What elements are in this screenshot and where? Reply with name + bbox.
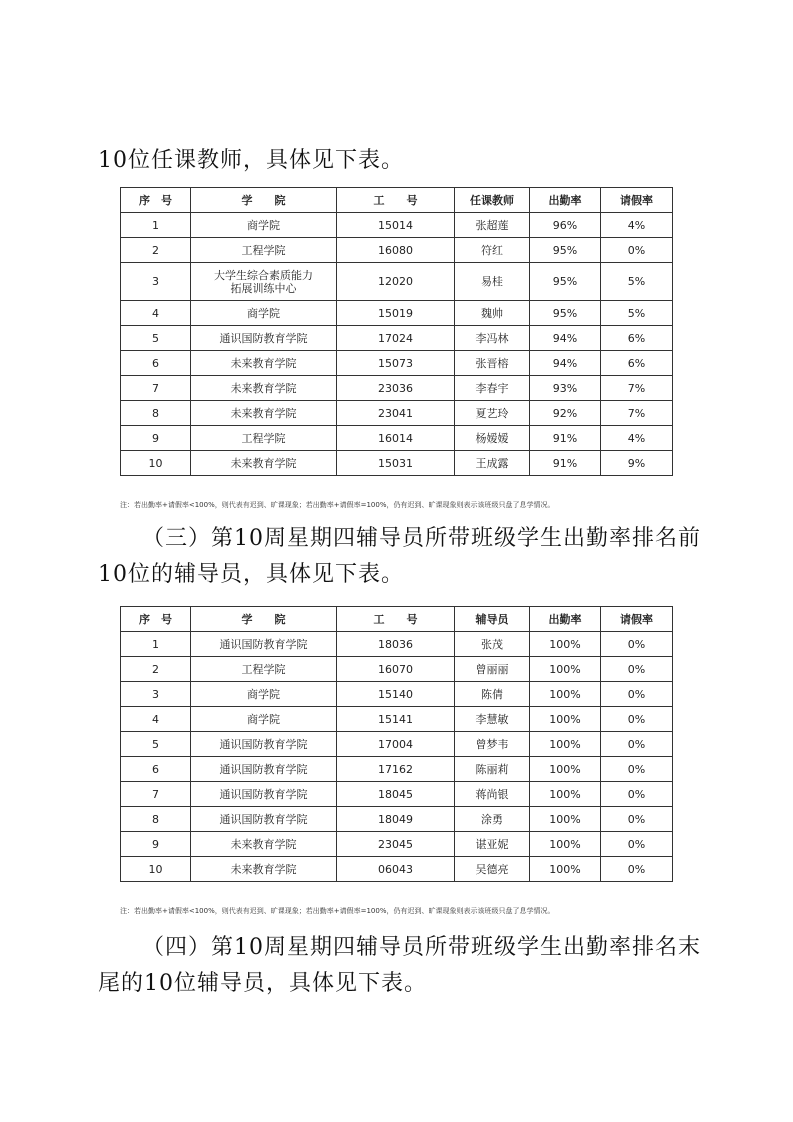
cell-name: 李春宇 <box>455 376 530 401</box>
col-header-counselor: 辅导员 <box>455 607 530 632</box>
cell-college: 未来教育学院 <box>191 351 337 376</box>
cell-attendance: 92% <box>530 401 601 426</box>
cell-leave: 6% <box>601 326 673 351</box>
table-row <box>121 632 673 657</box>
cell-index: 6 <box>121 351 191 376</box>
cell-college: 工程学院 <box>191 426 337 451</box>
cell-attendance: 94% <box>530 351 601 376</box>
cell-college: 商学院 <box>191 682 337 707</box>
cell-attendance: 100% <box>530 682 601 707</box>
cell-leave: 4% <box>601 213 673 238</box>
table-row <box>121 326 673 351</box>
table-row <box>121 426 673 451</box>
teacher-attendance-table <box>120 187 673 476</box>
cell-attendance: 100% <box>530 832 601 857</box>
cell-leave: 7% <box>601 376 673 401</box>
col-header-staff-id: 工 号 <box>337 607 455 632</box>
table-row <box>121 757 673 782</box>
cell-attendance: 96% <box>530 213 601 238</box>
cell-college: 未来教育学院 <box>191 401 337 426</box>
cell-index: 5 <box>121 326 191 351</box>
cell-name: 曾梦韦 <box>455 732 530 757</box>
cell-college: 未来教育学院 <box>191 832 337 857</box>
cell-leave: 0% <box>601 632 673 657</box>
cell-name: 张茂 <box>455 632 530 657</box>
cell-index: 4 <box>121 707 191 732</box>
cell-leave: 0% <box>601 657 673 682</box>
cell-leave: 5% <box>601 301 673 326</box>
cell-leave: 0% <box>601 707 673 732</box>
cell-name: 易桂 <box>455 263 530 301</box>
cell-attendance: 100% <box>530 807 601 832</box>
cell-staff-id: 18045 <box>337 782 455 807</box>
table-row <box>121 376 673 401</box>
cell-name: 李慧敏 <box>455 707 530 732</box>
cell-leave: 6% <box>601 351 673 376</box>
cell-leave: 0% <box>601 757 673 782</box>
cell-index: 2 <box>121 238 191 263</box>
cell-name: 涂勇 <box>455 807 530 832</box>
cell-index: 8 <box>121 401 191 426</box>
cell-college: 未来教育学院 <box>191 376 337 401</box>
cell-attendance: 94% <box>530 326 601 351</box>
table-row <box>121 707 673 732</box>
cell-college: 商学院 <box>191 301 337 326</box>
cell-college: 通识国防教育学院 <box>191 732 337 757</box>
table-row <box>121 351 673 376</box>
cell-leave: 0% <box>601 238 673 263</box>
cell-attendance: 100% <box>530 857 601 882</box>
section-heading: （三）第10周星期四辅导员所带班级学生出勤率排名前10位的辅导员，具体见下表。 <box>98 526 701 587</box>
table-row <box>121 401 673 426</box>
cell-attendance: 100% <box>530 707 601 732</box>
table-row <box>121 682 673 707</box>
cell-college: 工程学院 <box>191 657 337 682</box>
cell-staff-id: 17004 <box>337 732 455 757</box>
cell-staff-id: 16080 <box>337 238 455 263</box>
cell-leave: 0% <box>601 857 673 882</box>
cell-college: 通识国防教育学院 <box>191 757 337 782</box>
cell-index: 10 <box>121 857 191 882</box>
cell-attendance: 100% <box>530 757 601 782</box>
cell-index: 4 <box>121 301 191 326</box>
table-row <box>121 451 673 476</box>
cell-attendance: 100% <box>530 782 601 807</box>
col-header-leave: 请假率 <box>601 607 673 632</box>
cell-staff-id: 18036 <box>337 632 455 657</box>
cell-leave: 0% <box>601 807 673 832</box>
cell-college: 通识国防教育学院 <box>191 326 337 351</box>
cell-name: 杨嫒嫒 <box>455 426 530 451</box>
cell-attendance: 95% <box>530 263 601 301</box>
col-header-leave: 请假率 <box>601 188 673 213</box>
counselor-attendance-table <box>120 606 673 882</box>
cell-attendance: 95% <box>530 238 601 263</box>
col-header-attendance: 出勤率 <box>530 188 601 213</box>
table-row <box>121 832 673 857</box>
cell-leave: 7% <box>601 401 673 426</box>
table-row <box>121 213 673 238</box>
cell-name: 李冯林 <box>455 326 530 351</box>
cell-staff-id: 23041 <box>337 401 455 426</box>
cell-staff-id: 12020 <box>337 263 455 301</box>
cell-index: 9 <box>121 832 191 857</box>
cell-staff-id: 17162 <box>337 757 455 782</box>
cell-name: 魏帅 <box>455 301 530 326</box>
cell-college: 通识国防教育学院 <box>191 782 337 807</box>
cell-leave: 0% <box>601 832 673 857</box>
cell-leave: 4% <box>601 426 673 451</box>
table-header-row <box>121 607 673 632</box>
cell-index: 3 <box>121 682 191 707</box>
cell-name: 夏艺玲 <box>455 401 530 426</box>
cell-leave: 5% <box>601 263 673 301</box>
table-row <box>121 732 673 757</box>
cell-staff-id: 15140 <box>337 682 455 707</box>
cell-leave: 0% <box>601 732 673 757</box>
cell-name: 王成露 <box>455 451 530 476</box>
cell-staff-id: 23045 <box>337 832 455 857</box>
table-footnote: 注：若出勤率+请假率<100%，则代表有迟到、旷课现象；若出勤率+请假率=100%，仍有迟到、旷课现象则表示该班级只盘了息学情况。 <box>120 907 555 915</box>
table-row <box>121 238 673 263</box>
cell-index: 5 <box>121 732 191 757</box>
cell-staff-id: 17024 <box>337 326 455 351</box>
cell-staff-id: 16014 <box>337 426 455 451</box>
cell-staff-id: 15141 <box>337 707 455 732</box>
cell-staff-id: 16070 <box>337 657 455 682</box>
cell-college: 商学院 <box>191 707 337 732</box>
cell-name: 张超莲 <box>455 213 530 238</box>
table-header-row <box>121 188 673 213</box>
cell-leave: 0% <box>601 782 673 807</box>
cell-attendance: 91% <box>530 426 601 451</box>
cell-name: 符红 <box>455 238 530 263</box>
cell-college: 未来教育学院 <box>191 857 337 882</box>
col-header-teacher: 任课教师 <box>455 188 530 213</box>
cell-index: 2 <box>121 657 191 682</box>
cell-leave: 9% <box>601 451 673 476</box>
cell-staff-id: 15073 <box>337 351 455 376</box>
cell-staff-id: 15031 <box>337 451 455 476</box>
cell-college: 通识国防教育学院 <box>191 807 337 832</box>
table-row <box>121 782 673 807</box>
cell-index: 6 <box>121 757 191 782</box>
col-header-index: 序 号 <box>121 188 191 213</box>
cell-staff-id: 18049 <box>337 807 455 832</box>
cell-attendance: 100% <box>530 732 601 757</box>
cell-staff-id: 23036 <box>337 376 455 401</box>
cell-index: 9 <box>121 426 191 451</box>
col-header-attendance: 出勤率 <box>530 607 601 632</box>
col-header-college: 学 院 <box>191 607 337 632</box>
cell-staff-id: 15014 <box>337 213 455 238</box>
cell-name: 张晋榕 <box>455 351 530 376</box>
cell-name: 陈倩 <box>455 682 530 707</box>
cell-index: 7 <box>121 782 191 807</box>
cell-attendance: 91% <box>530 451 601 476</box>
section-heading: （四）第10周星期四辅导员所带班级学生出勤率排名末尾的10位辅导员，具体见下表。 <box>98 935 701 996</box>
cell-leave: 0% <box>601 682 673 707</box>
cell-attendance: 100% <box>530 657 601 682</box>
table-row <box>121 263 673 301</box>
cell-name: 陈丽莉 <box>455 757 530 782</box>
cell-index: 8 <box>121 807 191 832</box>
cell-attendance: 95% <box>530 301 601 326</box>
cell-name: 谌亚妮 <box>455 832 530 857</box>
cell-index: 3 <box>121 263 191 301</box>
cell-college: 通识国防教育学院 <box>191 632 337 657</box>
table-row <box>121 807 673 832</box>
cell-index: 1 <box>121 213 191 238</box>
cell-staff-id: 15019 <box>337 301 455 326</box>
cell-name: 蒋尚银 <box>455 782 530 807</box>
col-header-staff-id: 工 号 <box>337 188 455 213</box>
cell-attendance: 93% <box>530 376 601 401</box>
cell-college: 大学生综合素质能力拓展训练中心 <box>191 263 337 301</box>
col-header-index: 序 号 <box>121 607 191 632</box>
cell-index: 10 <box>121 451 191 476</box>
cell-college: 商学院 <box>191 213 337 238</box>
col-header-college: 学 院 <box>191 188 337 213</box>
intro-paragraph: 10位任课教师，具体见下表。 <box>98 148 404 173</box>
table-row <box>121 857 673 882</box>
cell-name: 曾丽丽 <box>455 657 530 682</box>
cell-college: 未来教育学院 <box>191 451 337 476</box>
table-footnote: 注：若出勤率+请假率<100%，则代表有迟到、旷课现象；若出勤率+请假率=100%，仍有迟到、旷课现象则表示该班级只盘了息学情况。 <box>120 501 555 509</box>
cell-college: 工程学院 <box>191 238 337 263</box>
cell-index: 1 <box>121 632 191 657</box>
table-row <box>121 301 673 326</box>
table-row <box>121 657 673 682</box>
cell-name: 吴德亮 <box>455 857 530 882</box>
cell-attendance: 100% <box>530 632 601 657</box>
cell-staff-id: 06043 <box>337 857 455 882</box>
cell-index: 7 <box>121 376 191 401</box>
